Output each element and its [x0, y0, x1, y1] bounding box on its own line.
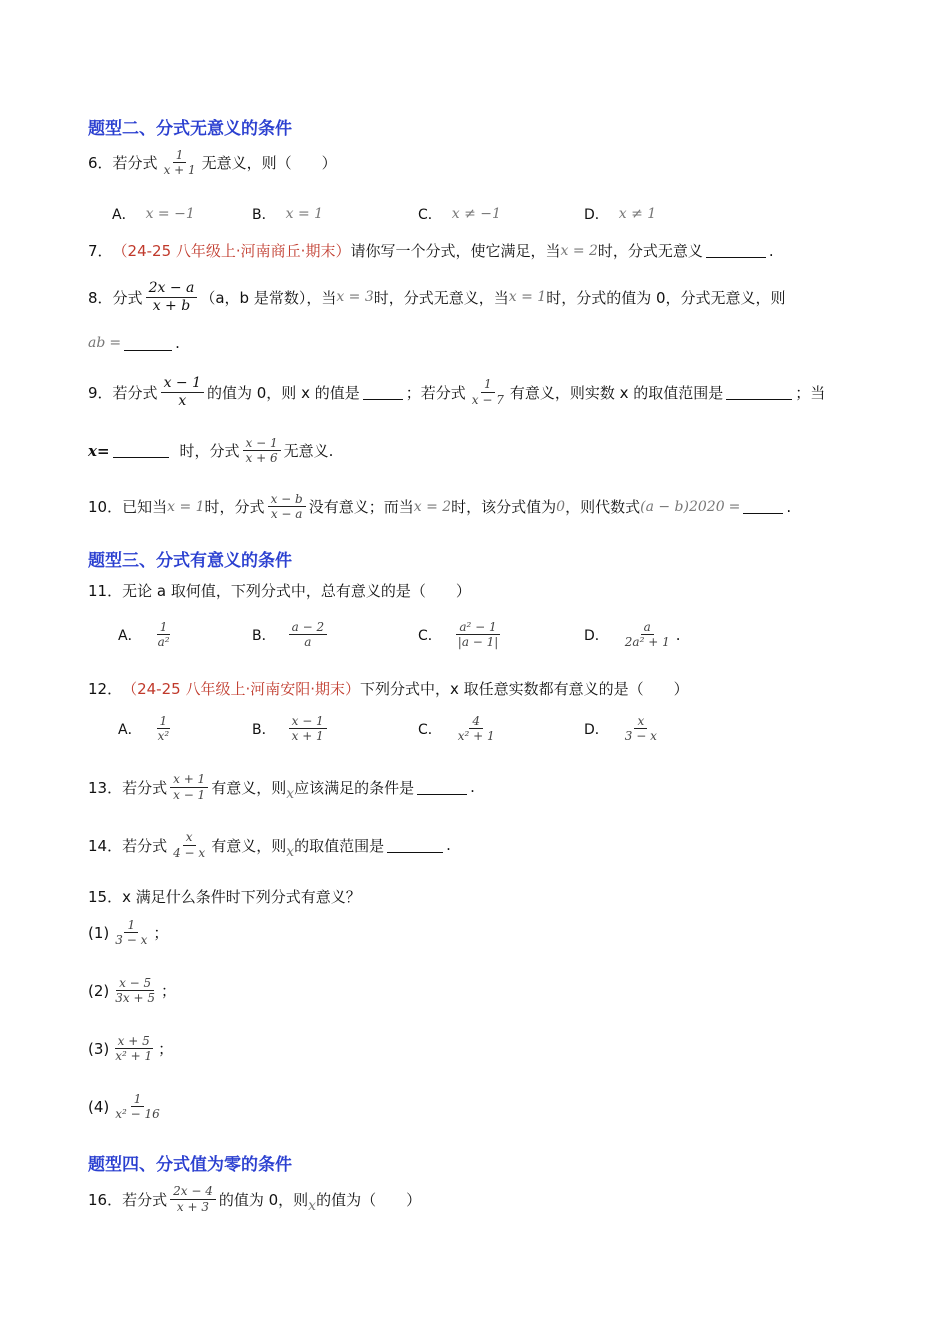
fraction: $\frac{x}{3 - x}$	[624, 714, 657, 744]
fraction: $\frac{4}{\text{x² + 1}}$	[457, 714, 495, 744]
q6-option-d[interactable]: D． x ≠ 1	[584, 206, 657, 223]
question-12: 12． （24-25 八年级上·河南安阳·期末） 下列分式中，x 取任意实数都有意义的是（ ）	[88, 680, 689, 698]
fraction: $\frac{\text{a² − 1}}{|a - 1|}$	[457, 620, 499, 650]
fraction: $\frac{x - b}{x - a}$	[268, 492, 306, 522]
question-8-continued: a b = .	[88, 334, 180, 352]
question-8: 8． 分式 $\frac{2x - a}{x + b}$ （a，b 是常数），当 x = 3 时，分式无意义，当 x = 1 时，分式的值为 0，分式无意义，则	[88, 280, 786, 314]
q6-option-c[interactable]: C． x ≠ −1	[418, 206, 501, 223]
fraction: $\frac{x - 1}{x + 6}$	[243, 436, 281, 466]
answer-blank[interactable]	[743, 499, 783, 514]
section-heading-2: 题型二、分式无意义的条件	[88, 119, 292, 139]
question-14: 14． 若分式 $\frac{x}{4 - x}$ 有意义，则 x 的取值范围是 .	[88, 830, 451, 860]
q11-option-a[interactable]: A． $\frac{1}{\text{a²}}$	[118, 620, 176, 650]
q11-option-b[interactable]: B． $\frac{a - 2}{a}$	[252, 620, 330, 650]
fraction: $\frac{a}{\text{2a² + 1}}$	[624, 620, 670, 650]
section-heading-4: 题型四、分式值为零的条件	[88, 1155, 292, 1175]
answer-blank[interactable]	[726, 385, 792, 400]
answer-blank[interactable]	[706, 243, 766, 258]
q6-option-b[interactable]: B． x = 1	[252, 206, 324, 223]
fraction: $\frac{1}{\text{a²}}$	[157, 620, 170, 650]
q12-option-a[interactable]: A． $\frac{1}{\text{x²}}$	[118, 714, 175, 744]
q11-option-c[interactable]: C． $\frac{\text{a² − 1}}{|a - 1|}$	[418, 620, 504, 650]
fraction: $\frac{x - 5}{3x + 5}$	[115, 976, 155, 1006]
answer-blank[interactable]	[113, 443, 169, 458]
fraction: $\frac{x + 5}{\text{x² + 1}}$	[115, 1034, 153, 1064]
question-6: 6． 若分式 $\frac{1}{x + 1}$ 无意义，则（ ）	[88, 148, 337, 178]
question-13: 13． 若分式 $\frac{x + 1}{x - 1}$ 有意义，则 x 应该满足的条件是 .	[88, 772, 475, 802]
fraction: $\frac{1}{x - 7}$	[471, 377, 504, 407]
question-11: 11． 无论 a 取何值，下列分式中，总有意义的是（ ）	[88, 582, 471, 600]
q12-option-c[interactable]: C． $\frac{4}{\text{x² + 1}}$	[418, 714, 501, 744]
question-16: 16． 若分式 $\frac{2x - 4}{x + 3}$ 的值为 0，则 x 的值为（ ）	[88, 1184, 422, 1214]
answer-blank[interactable]	[363, 385, 403, 400]
fraction: $\frac{1}{\text{x²}}$	[157, 714, 170, 744]
fraction: $\frac{x - 1}{x + 1}$	[289, 714, 327, 744]
question-15: 15． x 满足什么条件时下列分式有意义？	[88, 888, 361, 906]
answer-blank[interactable]	[124, 336, 172, 351]
question-9-continued: x= 时，分式 $\frac{x - 1}{x + 6}$ 无意义.	[88, 436, 334, 466]
fraction: $\frac{x}{4 - x}$	[173, 830, 206, 860]
fraction: $\frac{a - 2}{a}$	[289, 620, 327, 650]
q12-option-b[interactable]: B． $\frac{x - 1}{x + 1}$	[252, 714, 330, 744]
fraction: $\frac{1}{\text{x² − 16}}$	[115, 1092, 160, 1122]
fraction: $\frac{x + 1}{x - 1}$	[170, 772, 208, 802]
question-10: 10． 已知当 x = 1 时，分式 $\frac{x - b}{x - a}$ 没有意义；而当 x = 2 时，该分式值为 0 ，则代数式 (a − b) 2020 = .	[88, 492, 792, 522]
question-7: 7． （24-25 八年级上·河南商丘·期末） 请你写一个分式，使它满足，当 x = 2 时，分式无意义 .	[88, 241, 774, 260]
fraction: $\frac{2x - a}{x + b}$	[146, 280, 198, 315]
question-15-part-4: (4) $\frac{1}{\text{x² − 16}}$	[88, 1092, 890, 1122]
question-15-part-1: (1) $\frac{1}{3 - x}$ ；	[88, 918, 169, 948]
section-heading-3: 题型三、分式有意义的条件	[88, 551, 292, 571]
q12-option-d[interactable]: D． $\frac{x}{3 - x}$	[584, 714, 663, 744]
fraction: $\frac{1}{3 - x}$	[115, 918, 148, 948]
answer-blank[interactable]	[387, 838, 443, 853]
question-15-part-3: (3) $\frac{x + 5}{\text{x² + 1}}$ ；	[88, 1034, 174, 1064]
fraction: $\frac{2x - 4}{x + 3}$	[170, 1184, 216, 1214]
answer-blank[interactable]	[417, 780, 467, 795]
question-9: 9． 若分式 $\frac{x - 1}{x}$ 的值为 0，则 x 的值是 ；若分式 $\frac{1}{x - 7}$ 有意义，则实数 x 的取值范围是 ；当	[88, 375, 826, 409]
q11-option-d[interactable]: D． $\frac{a}{\text{2a² + 1}}$ .	[584, 620, 681, 650]
fraction: $\frac{1}{x + 1}$	[163, 148, 196, 178]
fraction: $\frac{x - 1}{x}$	[161, 375, 204, 410]
question-15-part-2: (2) $\frac{x - 5}{3x + 5}$ ；	[88, 976, 176, 1006]
q6-option-a[interactable]: A． x = −1	[112, 206, 195, 223]
